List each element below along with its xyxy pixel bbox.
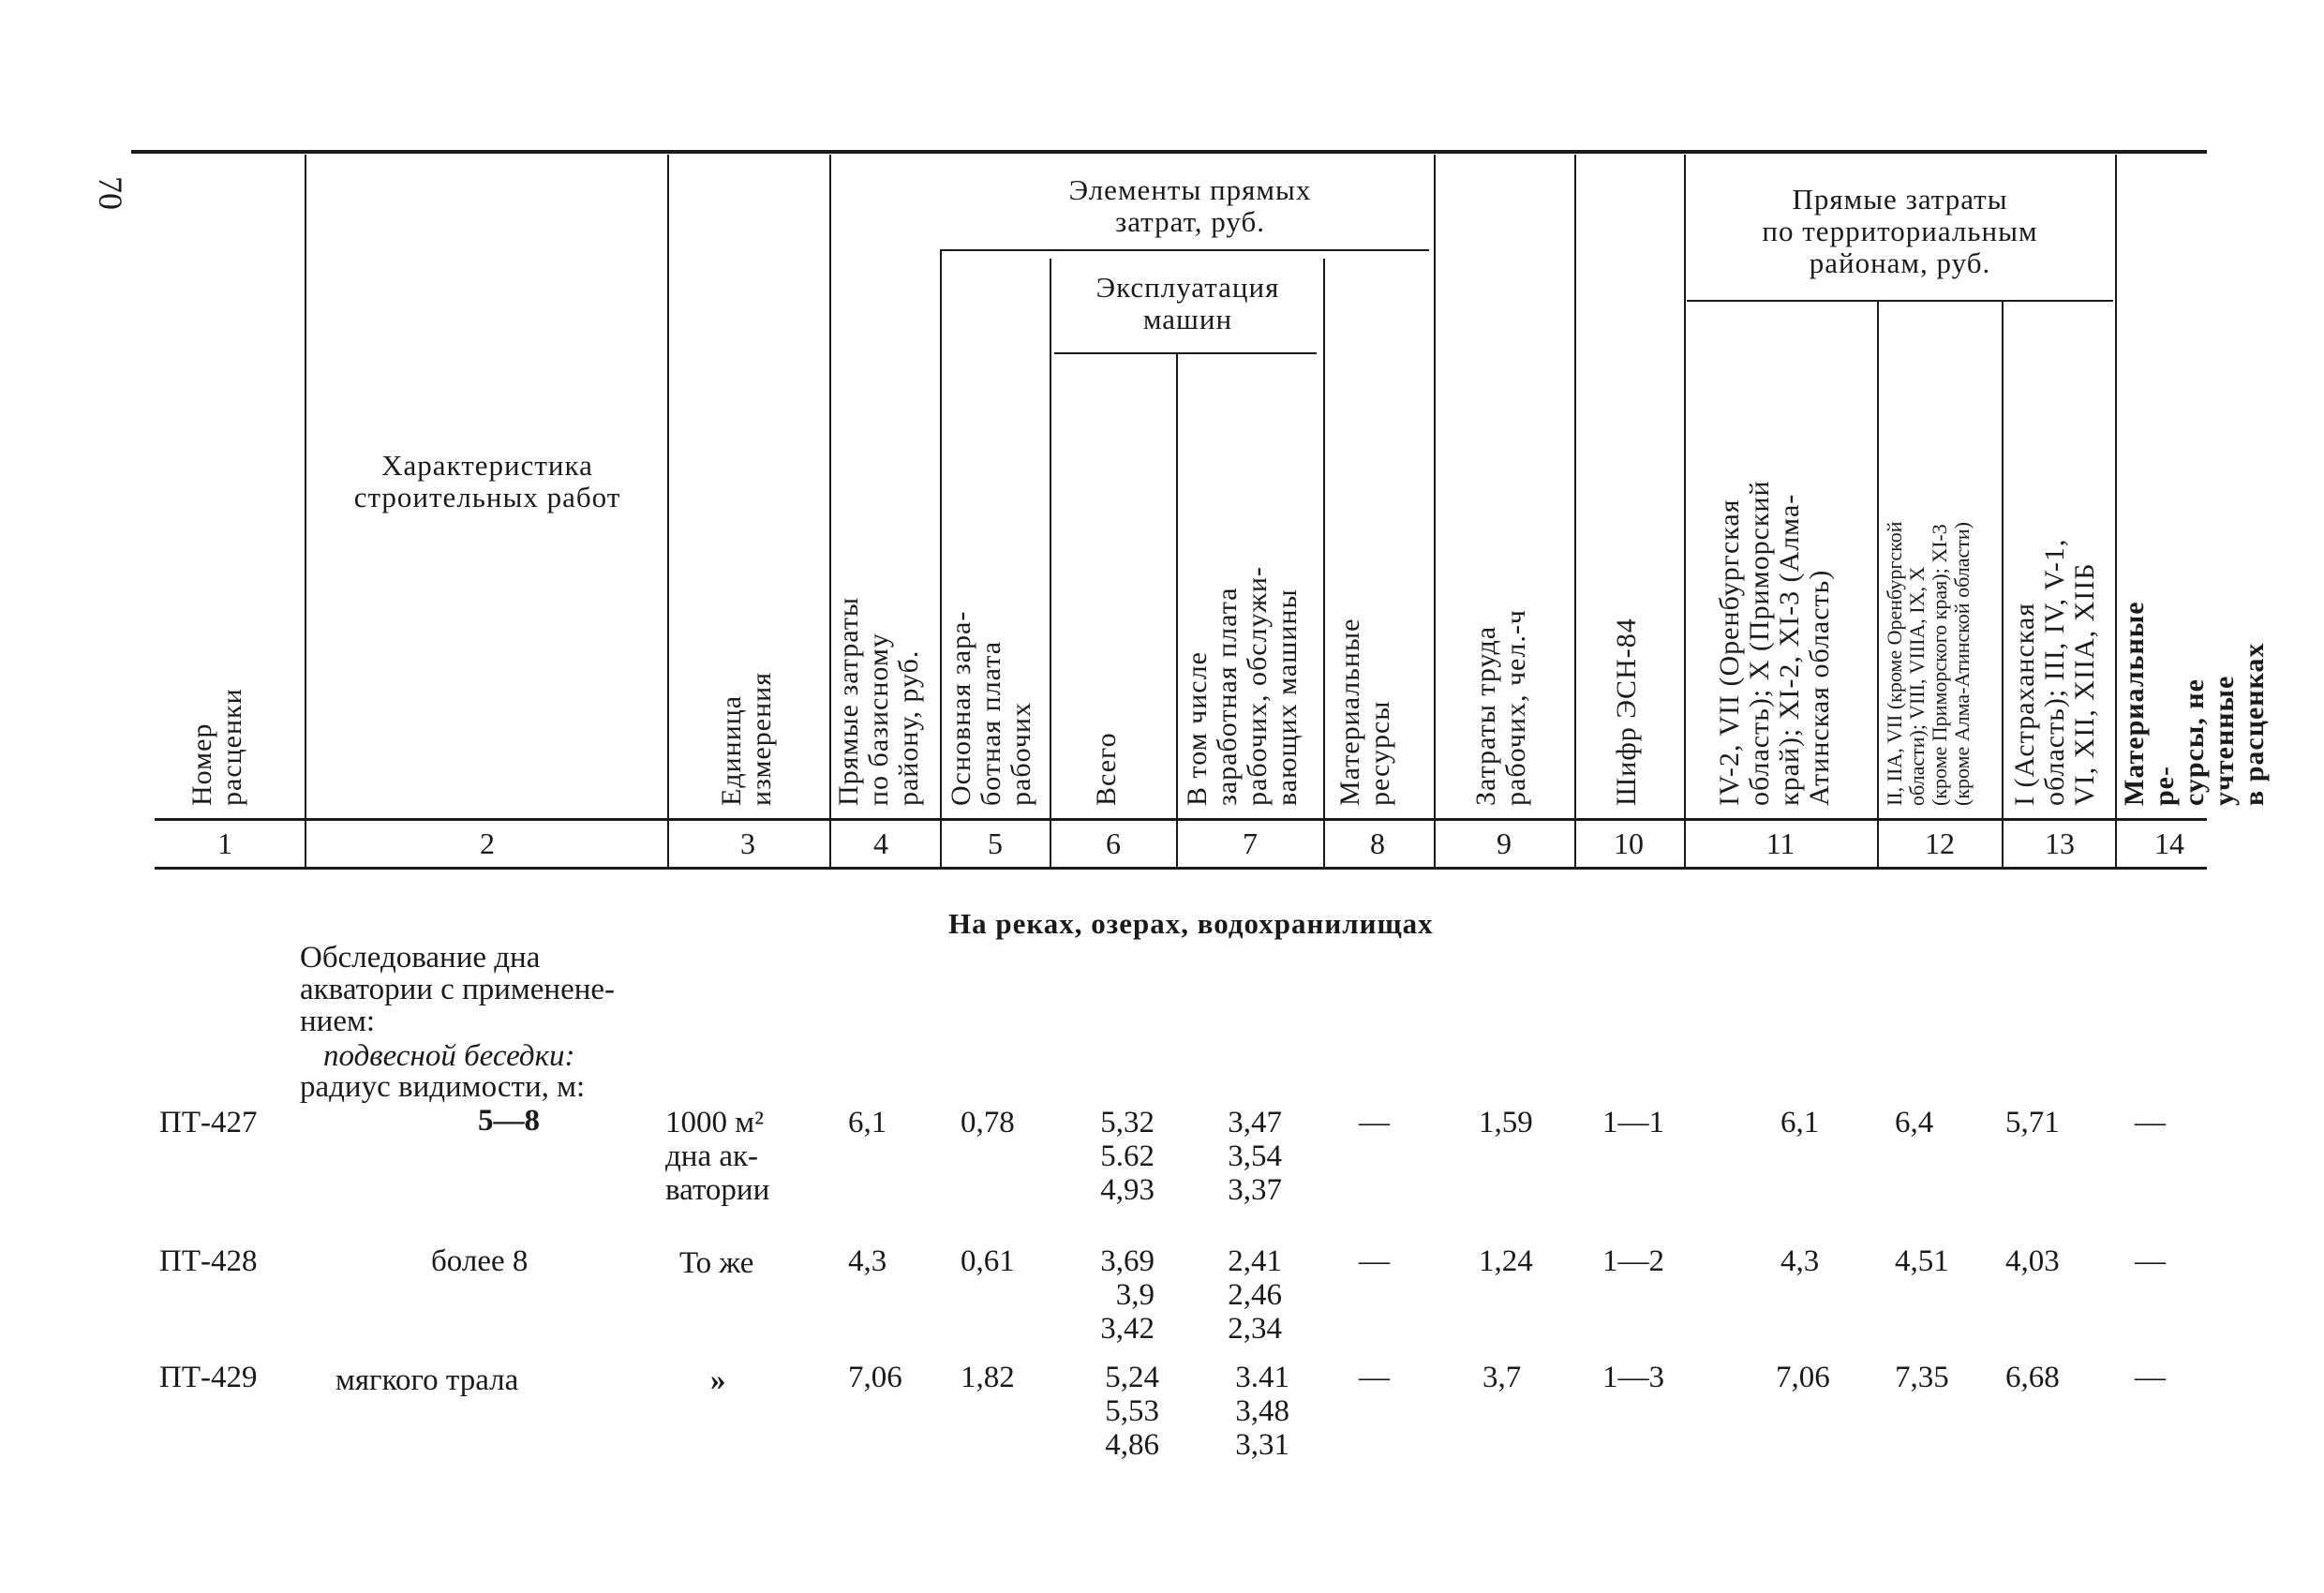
rate-code: ПТ-428 [159,1244,258,1278]
header-col6: Всего [1091,732,1122,806]
header-col4: Прямые затраты по базисному району, руб. [833,596,924,806]
region-cost-13: 6,68 [2005,1361,2060,1394]
header-col3: Единица измерения [716,671,777,806]
unit: То же [679,1246,754,1280]
column-number: 13 [2045,826,2075,860]
col-sep [829,155,831,867]
region-cost-13: 5,71 [2005,1106,2060,1139]
rate-code: ПТ-429 [159,1361,258,1394]
col-sep [2002,300,2004,867]
esn-code: 1—3 [1602,1361,1664,1394]
direct-cost-base: 6,1 [848,1106,887,1139]
work-description: мягкого трала [335,1363,519,1397]
header-col7: В том числе заработная плата рабочих, обслужи- вающих машины [1182,566,1303,806]
intro-line2: подвесной беседки: [323,1039,575,1073]
column-number: 3 [740,826,755,860]
esn-code: 1—1 [1602,1106,1664,1139]
header-bottom-rule [155,818,2207,821]
column-number: 5 [988,826,1003,860]
machines-total: 5,24 5,53 4,86 [1105,1361,1159,1462]
column-number: 12 [1925,826,1955,860]
header-col1: Номер расценки [186,688,247,806]
regions-group-rule [1687,300,2113,302]
col-sep [940,249,942,867]
header-regions-group: Прямые затраты по территориальным районам, руб. [1762,183,2038,279]
materials: — [1359,1106,1390,1139]
col-sep [1684,155,1686,867]
region-cost-12: 4,51 [1895,1244,1949,1278]
header-col13: I (Астраханская область); III, IV, V-1, VI, XII, XIIA, XIIБ [2009,538,2100,806]
direct-cost-base: 4,3 [848,1244,887,1278]
region-cost-11: 6,1 [1780,1106,1820,1139]
col-sep [1574,155,1576,867]
base-wage: 0,61 [961,1244,1015,1278]
col-sep [667,155,669,867]
header-col12: II, IIA, VII (кроме Оренбургской области); VIII, VIIIA, IX, X (кроме Приморского края); XI-3 (кроме Алма-Атинской области) [1883,521,1974,806]
base-wage: 1,82 [961,1361,1015,1394]
direct-cost-base: 7,06 [848,1361,902,1394]
header-col2: Характеристика строительных работ [353,449,621,514]
column-number: 7 [1243,826,1258,860]
column-number: 8 [1370,826,1385,860]
header-col10: Шифр ЭСН-84 [1611,618,1642,806]
column-number: 9 [1497,826,1512,860]
column-number: 1 [217,826,232,860]
top-rule [131,150,2207,154]
unaccounted-materials: — [2135,1244,2166,1278]
column-number: 14 [2154,826,2184,860]
section-title: На реках, озерах, водохранилищах [948,907,1434,940]
esn-code: 1—2 [1602,1244,1664,1278]
unaccounted-materials: — [2135,1106,2166,1139]
col-sep [1434,155,1436,867]
col-sep [1323,259,1325,867]
col-sep [2115,155,2117,867]
unaccounted-materials: — [2135,1361,2166,1394]
machines-wage: 2,41 2,46 2,34 [1228,1244,1282,1346]
header-col5: Основная зара- ботная плата рабочих [946,610,1036,806]
unit: 1000 м² дна ак- ватории [665,1106,770,1207]
header-col8: Материальные ресурсы [1334,618,1395,806]
labor-hours: 1,24 [1479,1244,1533,1278]
materials: — [1359,1244,1390,1278]
header-elements-group: Элементы прямых затрат, руб. [1068,173,1312,238]
column-number: 4 [873,826,888,860]
unit: » [710,1363,726,1397]
col-sep [305,155,306,867]
column-number: 2 [480,826,495,860]
col-sep [1176,352,1178,867]
machines-total: 3,69 3,9 3,42 [1100,1244,1155,1346]
column-number: 11 [1765,826,1795,860]
base-wage: 0,78 [961,1106,1015,1139]
rate-code: ПТ-427 [159,1106,258,1139]
header-col9: Затраты труда рабочих, чел.-ч [1470,609,1531,806]
intro-line1: Обследование дна акватории с применене- нием: [300,941,616,1038]
region-cost-11: 7,06 [1776,1361,1830,1394]
intro-line3: радиус видимости, м: [300,1070,586,1104]
region-cost-12: 6,4 [1895,1106,1934,1139]
work-description: более 8 [431,1244,529,1278]
region-cost-12: 7,35 [1895,1361,1949,1394]
header-machines-group: Эксплуатация машин [1095,271,1280,335]
numbers-bottom-rule [155,867,2207,870]
col-sep [1050,259,1051,867]
machines-wage: 3.41 3,48 3,31 [1235,1361,1289,1462]
work-description: 5—8 [478,1104,540,1138]
header-col14: Материальные ре- сурсы, не учтенные в расценках [2119,601,2270,806]
page-number: 70 [92,176,129,210]
labor-hours: 1,59 [1479,1106,1533,1139]
column-number: 10 [1614,826,1644,860]
machines-group-rule [1054,352,1317,354]
col-sep [1877,300,1879,867]
column-number: 6 [1106,826,1121,860]
header-col11: IV-2, VII (Оренбургская область); X (Приморский край); XI-2, XI-3 (Алма- Атинская область) [1714,480,1835,806]
materials: — [1359,1361,1390,1394]
labor-hours: 3,7 [1482,1361,1522,1394]
region-cost-13: 4,03 [2005,1244,2060,1278]
region-cost-11: 4,3 [1780,1244,1820,1278]
machines-wage: 3,47 3,54 3,37 [1228,1106,1282,1207]
machines-total: 5,32 5.62 4,93 [1100,1106,1155,1207]
elements-group-rule [942,249,1429,251]
